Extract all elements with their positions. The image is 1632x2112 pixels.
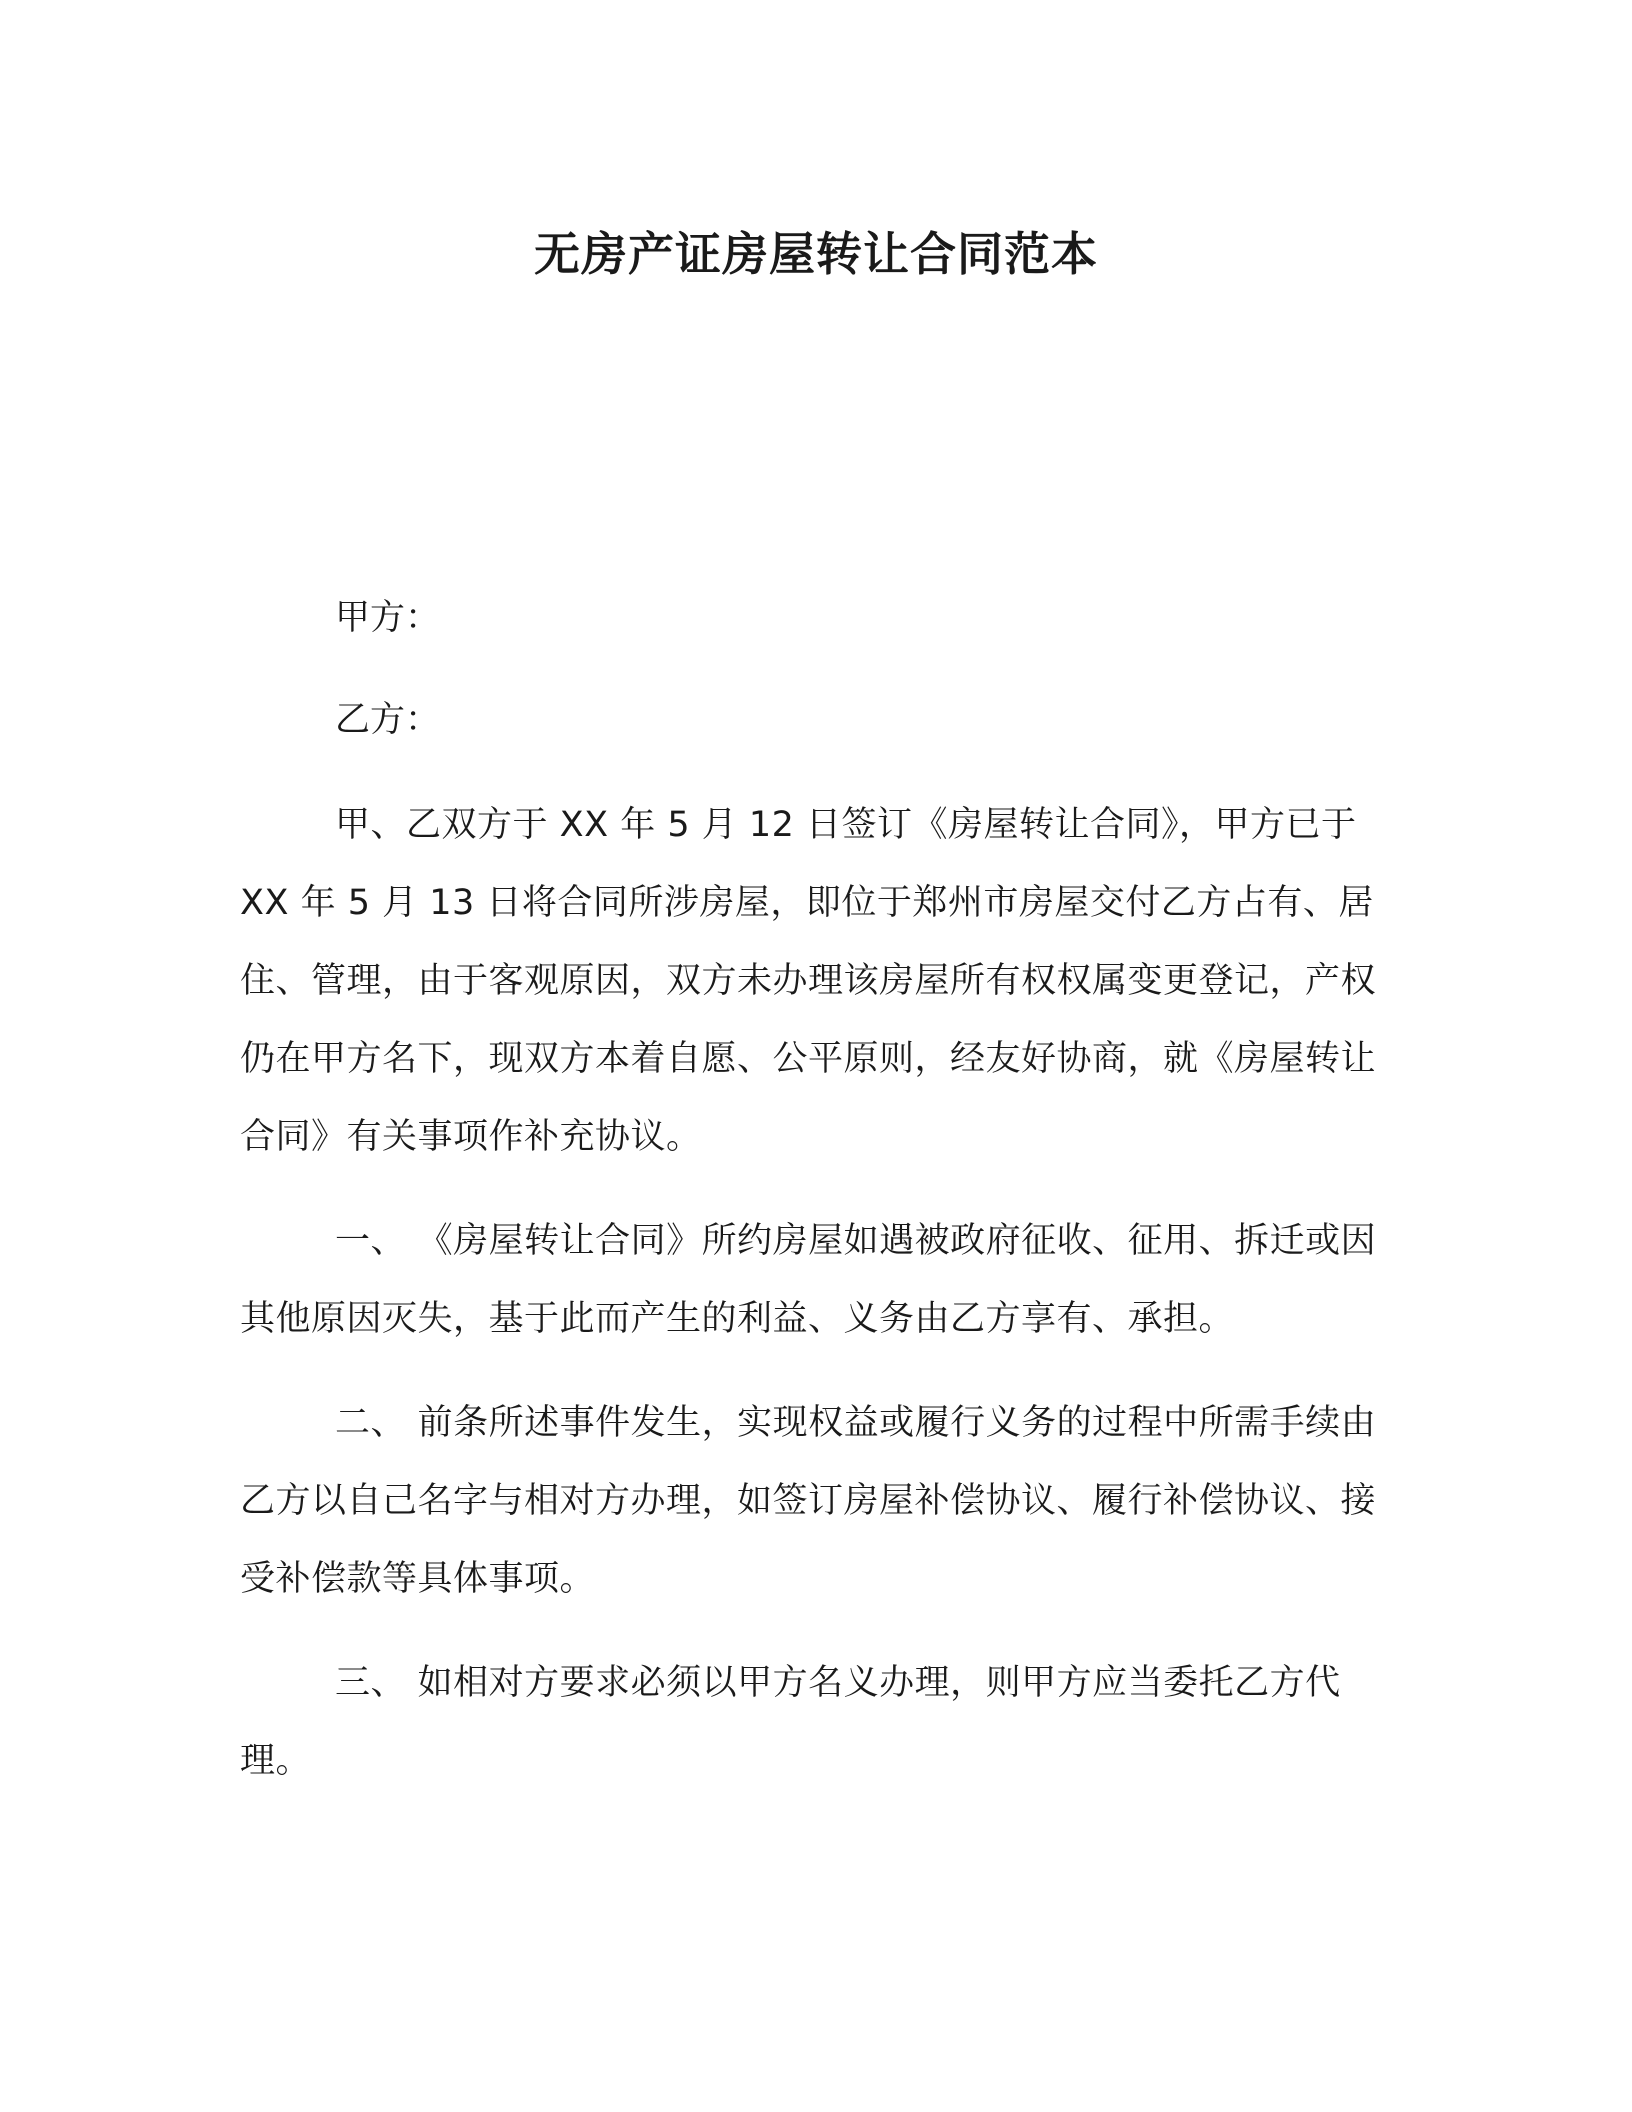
document-title: 无房产证房屋转让合同范本 — [534, 227, 1098, 281]
clause-1: 一、 《房屋转让合同》所约房屋如遇被政府征收、征用、拆迁或因其他原因灭失，基于此而产生的利益、义务由乙方享有、承担。 — [240, 1221, 1377, 1339]
contract-body — [240, 786, 1390, 1826]
intro-paragraph: 甲、乙双方于 XX 年 5 月 12 日签订《房屋转让合同》，甲方已于 XX 年 5 月 13 日将合同所涉房屋，即位于郑州市房屋交付乙方占有、居住、管理，由于客观原因，双方未办理该房屋所有权权属变更登记，产权仍在甲方名下，现双方本着自愿、公平原则，经友好协商，就《房屋转让合同》有关事项作补充协议。 — [240, 805, 1377, 1157]
clause-3: 三、 如相对方要求必须以甲方名义办理，则甲方应当委托乙方代理。 — [240, 1663, 1341, 1781]
clause-2: 二、 前条所述事件发生，实现权益或履行义务的过程中所需手续由乙方以自己名字与相对方办理，如签订房屋补偿协议、履行补偿协议、接受补偿款等具体事项。 — [240, 1403, 1377, 1599]
party-b-label: 乙方： — [335, 700, 441, 740]
party-a-label: 甲方： — [335, 598, 441, 638]
